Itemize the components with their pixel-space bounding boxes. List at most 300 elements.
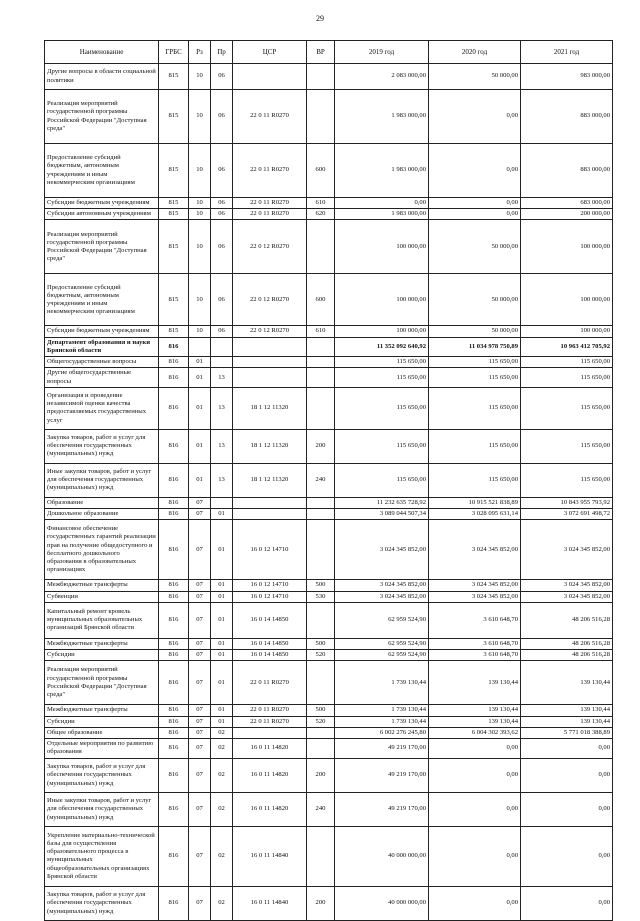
pr-cell: 06: [211, 209, 233, 220]
vr-cell: 620: [307, 209, 335, 220]
row-name-cell: Реализация мероприятий государственной программы Российской Федерации "Доступная среда": [45, 90, 159, 144]
csr-cell: 22 0 12 R0270: [233, 220, 307, 274]
pr-cell: [211, 497, 233, 508]
amount-2019-cell: 115 650,00: [335, 463, 429, 497]
csr-cell: 16 0 11 14840: [233, 826, 307, 886]
row-name-cell: Другие общегосударственные вопросы: [45, 368, 159, 387]
table-row: [45, 716, 613, 727]
pr-cell: 01: [211, 602, 233, 638]
amount-2021-cell: 48 206 516,28: [521, 602, 613, 638]
grbs-cell: 816: [159, 368, 189, 387]
table-row: [45, 368, 613, 387]
csr-cell: 22 0 11 R0270: [233, 209, 307, 220]
grbs-cell: 815: [159, 198, 189, 209]
csr-cell: 18 1 12 11320: [233, 463, 307, 497]
amount-2021-cell: 0,00: [521, 792, 613, 826]
amount-2020-cell: 115 650,00: [429, 429, 521, 463]
row-name-cell: Предоставление субсидий бюджетным, автономным учреждениям и иным некоммерческим организациям: [45, 144, 159, 198]
amount-2020-cell: 3 024 345 852,00: [429, 580, 521, 591]
csr-cell: 16 0 12 14710: [233, 591, 307, 602]
grbs-cell: 816: [159, 357, 189, 368]
csr-cell: [233, 368, 307, 387]
table-row: [45, 463, 613, 497]
table-row: [45, 220, 613, 274]
vr-cell: [307, 602, 335, 638]
vr-cell: [307, 64, 335, 90]
amount-2020-cell: 139 130,44: [429, 661, 521, 705]
grbs-cell: 815: [159, 64, 189, 90]
row-name-cell: Общегосударственные вопросы: [45, 357, 159, 368]
amount-2020-cell: 0,00: [429, 198, 521, 209]
table-row: [45, 509, 613, 520]
column-header: Пр: [211, 41, 233, 64]
row-name-cell: Закупка товаров, работ и услуг для обеспечения государственных (муниципальных) нужд: [45, 886, 159, 920]
grbs-cell: 815: [159, 274, 189, 326]
vr-cell: 500: [307, 705, 335, 716]
amount-2021-cell: 48 206 516,28: [521, 638, 613, 649]
row-name-cell: Отдельные мероприятия по развитию образования: [45, 738, 159, 758]
pr-cell: 06: [211, 274, 233, 326]
amount-2019-cell: 11 352 092 640,92: [335, 337, 429, 356]
table-row: [45, 209, 613, 220]
grbs-cell: 816: [159, 337, 189, 356]
grbs-cell: 816: [159, 792, 189, 826]
pr-cell: 01: [211, 705, 233, 716]
csr-cell: 22 0 11 R0270: [233, 705, 307, 716]
csr-cell: 16 0 11 14820: [233, 738, 307, 758]
rz-cell: 01: [189, 429, 211, 463]
amount-2021-cell: 0,00: [521, 758, 613, 792]
rz-cell: 07: [189, 661, 211, 705]
amount-2020-cell: 50 000,00: [429, 64, 521, 90]
csr-cell: 16 0 11 14840: [233, 886, 307, 920]
vr-cell: 500: [307, 638, 335, 649]
amount-2021-cell: 115 650,00: [521, 357, 613, 368]
grbs-cell: 816: [159, 758, 189, 792]
amount-2020-cell: 115 650,00: [429, 357, 521, 368]
amount-2019-cell: 40 000 000,00: [335, 826, 429, 886]
grbs-cell: 815: [159, 90, 189, 144]
pr-cell: 06: [211, 144, 233, 198]
csr-cell: 16 0 11 14820: [233, 758, 307, 792]
rz-cell: 07: [189, 520, 211, 580]
grbs-cell: 816: [159, 602, 189, 638]
row-name-cell: Иные закупки товаров, работ и услуг для обеспечения государственных (муниципальных) нужд: [45, 463, 159, 497]
row-name-cell: Реализация мероприятий государственной программы Российской Федерации "Доступная среда": [45, 220, 159, 274]
row-name-cell: Финансовое обеспечение государственных гарантий реализации прав на получение общедоступного и бесплатного дошкольного образования в образовательных организациях: [45, 520, 159, 580]
pr-cell: 02: [211, 826, 233, 886]
amount-2019-cell: 49 219 170,00: [335, 792, 429, 826]
page-number: 29: [316, 14, 324, 23]
pr-cell: 13: [211, 463, 233, 497]
amount-2021-cell: 100 000,00: [521, 274, 613, 326]
rz-cell: 07: [189, 509, 211, 520]
csr-cell: [233, 497, 307, 508]
vr-cell: [307, 368, 335, 387]
csr-cell: 22 0 12 R0270: [233, 274, 307, 326]
csr-cell: 16 0 11 14820: [233, 792, 307, 826]
column-header: ВР: [307, 41, 335, 64]
pr-cell: 13: [211, 429, 233, 463]
row-name-cell: Иные закупки товаров, работ и услуг для обеспечения государственных (муниципальных) нужд: [45, 792, 159, 826]
vr-cell: 520: [307, 650, 335, 661]
amount-2021-cell: 3 072 691 498,72: [521, 509, 613, 520]
grbs-cell: 816: [159, 727, 189, 738]
pr-cell: 06: [211, 220, 233, 274]
amount-2020-cell: 0,00: [429, 738, 521, 758]
amount-2019-cell: 100 000,00: [335, 274, 429, 326]
table-row: [45, 274, 613, 326]
amount-2019-cell: 3 089 044 507,34: [335, 509, 429, 520]
grbs-cell: 816: [159, 429, 189, 463]
table-row: [45, 580, 613, 591]
grbs-cell: 816: [159, 716, 189, 727]
vr-cell: [307, 727, 335, 738]
rz-cell: 07: [189, 826, 211, 886]
table-row: [45, 758, 613, 792]
grbs-cell: 816: [159, 638, 189, 649]
grbs-cell: 815: [159, 144, 189, 198]
table-row: [45, 591, 613, 602]
vr-cell: [307, 90, 335, 144]
amount-2021-cell: 10 843 955 793,92: [521, 497, 613, 508]
grbs-cell: 816: [159, 520, 189, 580]
table-row: [45, 64, 613, 90]
csr-cell: 16 0 14 14850: [233, 650, 307, 661]
column-header: 2019 год: [335, 41, 429, 64]
pr-cell: 02: [211, 738, 233, 758]
row-name-cell: Организация и проведение независимой оценки качества предоставляемых государственных услуг: [45, 387, 159, 429]
amount-2020-cell: 11 034 978 750,89: [429, 337, 521, 356]
column-header: ГРБС: [159, 41, 189, 64]
amount-2021-cell: 200 000,00: [521, 209, 613, 220]
amount-2020-cell: 3 610 648,70: [429, 638, 521, 649]
rz-cell: 10: [189, 64, 211, 90]
table-row: [45, 638, 613, 649]
amount-2019-cell: 62 959 524,90: [335, 638, 429, 649]
pr-cell: 01: [211, 650, 233, 661]
amount-2021-cell: 115 650,00: [521, 429, 613, 463]
row-name-cell: Субсидии автономным учреждениям: [45, 209, 159, 220]
amount-2020-cell: 139 130,44: [429, 705, 521, 716]
row-name-cell: Образование: [45, 497, 159, 508]
row-name-cell: Субсидии: [45, 716, 159, 727]
amount-2019-cell: 1 739 130,44: [335, 661, 429, 705]
vr-cell: 200: [307, 758, 335, 792]
pr-cell: 01: [211, 509, 233, 520]
pr-cell: 01: [211, 580, 233, 591]
csr-cell: 18 1 12 11320: [233, 387, 307, 429]
row-name-cell: Субсидии бюджетным учреждениям: [45, 326, 159, 337]
grbs-cell: 816: [159, 509, 189, 520]
rz-cell: 07: [189, 497, 211, 508]
csr-cell: 18 1 12 11320: [233, 429, 307, 463]
vr-cell: [307, 220, 335, 274]
amount-2019-cell: 1 739 130,44: [335, 705, 429, 716]
amount-2020-cell: 0,00: [429, 792, 521, 826]
amount-2019-cell: 11 232 635 728,92: [335, 497, 429, 508]
table-row: [45, 727, 613, 738]
table-row: [45, 144, 613, 198]
pr-cell: 02: [211, 792, 233, 826]
amount-2021-cell: 5 771 018 388,89: [521, 727, 613, 738]
row-name-cell: Реализация мероприятий государственной программы Российской Федерации "Доступная среда": [45, 661, 159, 705]
table-row: [45, 650, 613, 661]
row-name-cell: Закупка товаров, работ и услуг для обеспечения государственных (муниципальных) нужд: [45, 429, 159, 463]
grbs-cell: 816: [159, 387, 189, 429]
amount-2019-cell: 1 983 000,00: [335, 144, 429, 198]
table-row: [45, 738, 613, 758]
grbs-cell: 816: [159, 497, 189, 508]
amount-2019-cell: 3 024 345 852,00: [335, 520, 429, 580]
table-row: [45, 326, 613, 337]
rz-cell: 10: [189, 90, 211, 144]
amount-2021-cell: 139 130,44: [521, 661, 613, 705]
vr-cell: 530: [307, 591, 335, 602]
rz-cell: 10: [189, 326, 211, 337]
pr-cell: 06: [211, 326, 233, 337]
rz-cell: 07: [189, 792, 211, 826]
csr-cell: [233, 64, 307, 90]
rz-cell: 07: [189, 705, 211, 716]
pr-cell: 13: [211, 368, 233, 387]
rz-cell: 07: [189, 886, 211, 920]
rz-cell: 07: [189, 602, 211, 638]
amount-2020-cell: 10 915 521 838,89: [429, 497, 521, 508]
pr-cell: 06: [211, 90, 233, 144]
csr-cell: 16 0 12 14710: [233, 580, 307, 591]
pr-cell: 06: [211, 64, 233, 90]
vr-cell: 200: [307, 429, 335, 463]
row-name-cell: Межбюджетные трансферты: [45, 705, 159, 716]
vr-cell: 600: [307, 274, 335, 326]
amount-2021-cell: 683 000,00: [521, 198, 613, 209]
table-header-row: [45, 41, 613, 64]
rz-cell: 07: [189, 716, 211, 727]
amount-2021-cell: 0,00: [521, 738, 613, 758]
rz-cell: 07: [189, 580, 211, 591]
vr-cell: 610: [307, 326, 335, 337]
grbs-cell: 816: [159, 738, 189, 758]
amount-2020-cell: 0,00: [429, 758, 521, 792]
row-name-cell: Межбюджетные трансферты: [45, 580, 159, 591]
rz-cell: 01: [189, 368, 211, 387]
rz-cell: 07: [189, 638, 211, 649]
amount-2021-cell: 115 650,00: [521, 463, 613, 497]
column-header: ЦСР: [233, 41, 307, 64]
amount-2021-cell: 983 000,00: [521, 64, 613, 90]
amount-2021-cell: 0,00: [521, 826, 613, 886]
grbs-cell: 816: [159, 661, 189, 705]
amount-2019-cell: 115 650,00: [335, 368, 429, 387]
amount-2019-cell: 100 000,00: [335, 220, 429, 274]
amount-2019-cell: 2 083 000,00: [335, 64, 429, 90]
amount-2021-cell: 10 963 412 705,92: [521, 337, 613, 356]
table-row: [45, 520, 613, 580]
amount-2019-cell: 115 650,00: [335, 357, 429, 368]
csr-cell: [233, 337, 307, 356]
csr-cell: 16 0 12 14710: [233, 520, 307, 580]
row-name-cell: Субсидии бюджетным учреждениям: [45, 198, 159, 209]
table-row: [45, 705, 613, 716]
pr-cell: 13: [211, 387, 233, 429]
amount-2019-cell: 1 983 000,00: [335, 209, 429, 220]
table-row: [45, 90, 613, 144]
grbs-cell: 816: [159, 650, 189, 661]
amount-2020-cell: 115 650,00: [429, 387, 521, 429]
grbs-cell: 815: [159, 326, 189, 337]
csr-cell: [233, 357, 307, 368]
amount-2019-cell: 3 024 345 852,00: [335, 580, 429, 591]
amount-2020-cell: 6 004 302 393,62: [429, 727, 521, 738]
amount-2021-cell: 0,00: [521, 886, 613, 920]
rz-cell: 07: [189, 591, 211, 602]
table-row: [45, 792, 613, 826]
amount-2019-cell: 49 219 170,00: [335, 758, 429, 792]
amount-2019-cell: 1 739 130,44: [335, 716, 429, 727]
amount-2020-cell: 50 000,00: [429, 326, 521, 337]
vr-cell: [307, 387, 335, 429]
csr-cell: [233, 509, 307, 520]
vr-cell: 520: [307, 716, 335, 727]
amount-2020-cell: 3 024 345 852,00: [429, 591, 521, 602]
amount-2021-cell: 139 130,44: [521, 705, 613, 716]
amount-2021-cell: 100 000,00: [521, 326, 613, 337]
amount-2019-cell: 49 219 170,00: [335, 738, 429, 758]
grbs-cell: 816: [159, 886, 189, 920]
row-name-cell: Укрепление материально-технической базы для осуществления образовательного процесса в муниципальных общеобразовательных организациях Брянской области: [45, 826, 159, 886]
amount-2019-cell: 0,00: [335, 198, 429, 209]
rz-cell: 10: [189, 144, 211, 198]
rz-cell: 10: [189, 220, 211, 274]
amount-2021-cell: 139 130,44: [521, 716, 613, 727]
amount-2021-cell: 3 024 345 852,00: [521, 520, 613, 580]
pr-cell: 02: [211, 886, 233, 920]
table-body: [45, 64, 613, 921]
amount-2021-cell: 115 650,00: [521, 387, 613, 429]
grbs-cell: 816: [159, 705, 189, 716]
rz-cell: 07: [189, 758, 211, 792]
budget-table: [44, 40, 613, 921]
csr-cell: [233, 727, 307, 738]
amount-2019-cell: 3 024 345 852,00: [335, 591, 429, 602]
amount-2019-cell: 115 650,00: [335, 429, 429, 463]
amount-2019-cell: 115 650,00: [335, 387, 429, 429]
row-name-cell: Межбюджетные трансферты: [45, 638, 159, 649]
pr-cell: 01: [211, 591, 233, 602]
amount-2019-cell: 62 959 524,90: [335, 650, 429, 661]
column-header: Рз: [189, 41, 211, 64]
row-name-cell: Департамент образования и науки Брянской области: [45, 337, 159, 356]
table-row: [45, 357, 613, 368]
vr-cell: 240: [307, 792, 335, 826]
row-name-cell: Дошкольное образование: [45, 509, 159, 520]
table-row: [45, 429, 613, 463]
column-header: 2020 год: [429, 41, 521, 64]
grbs-cell: 816: [159, 463, 189, 497]
amount-2021-cell: 883 000,00: [521, 144, 613, 198]
amount-2020-cell: 139 130,44: [429, 716, 521, 727]
csr-cell: 22 0 11 R0270: [233, 716, 307, 727]
row-name-cell: Капитальный ремонт кровель муниципальных образовательных организаций Брянской области: [45, 602, 159, 638]
amount-2020-cell: 0,00: [429, 209, 521, 220]
rz-cell: 01: [189, 357, 211, 368]
column-header: 2021 год: [521, 41, 613, 64]
vr-cell: [307, 661, 335, 705]
table-row: [45, 387, 613, 429]
table-row: [45, 602, 613, 638]
vr-cell: 240: [307, 463, 335, 497]
amount-2019-cell: 62 959 524,90: [335, 602, 429, 638]
grbs-cell: 815: [159, 209, 189, 220]
pr-cell: [211, 337, 233, 356]
pr-cell: [211, 357, 233, 368]
pr-cell: 02: [211, 758, 233, 792]
rz-cell: 10: [189, 274, 211, 326]
amount-2020-cell: 115 650,00: [429, 368, 521, 387]
amount-2019-cell: 1 983 000,00: [335, 90, 429, 144]
amount-2021-cell: 3 024 345 852,00: [521, 591, 613, 602]
pr-cell: 01: [211, 716, 233, 727]
table-row: [45, 826, 613, 886]
amount-2020-cell: 3 028 095 631,14: [429, 509, 521, 520]
vr-cell: 500: [307, 580, 335, 591]
vr-cell: [307, 357, 335, 368]
pr-cell: 01: [211, 520, 233, 580]
amount-2021-cell: 115 650,00: [521, 368, 613, 387]
table-row: [45, 337, 613, 356]
column-header: Наименование: [45, 41, 159, 64]
vr-cell: 600: [307, 144, 335, 198]
csr-cell: 22 0 11 R0270: [233, 90, 307, 144]
vr-cell: [307, 497, 335, 508]
amount-2021-cell: 883 000,00: [521, 90, 613, 144]
csr-cell: 22 0 11 R0270: [233, 661, 307, 705]
amount-2020-cell: 0,00: [429, 144, 521, 198]
csr-cell: 16 0 14 14850: [233, 638, 307, 649]
csr-cell: 22 0 11 R0270: [233, 144, 307, 198]
table-row: [45, 497, 613, 508]
vr-cell: [307, 509, 335, 520]
amount-2019-cell: 40 000 000,00: [335, 886, 429, 920]
row-name-cell: Субвенции: [45, 591, 159, 602]
amount-2019-cell: 6 002 276 245,80: [335, 727, 429, 738]
rz-cell: 01: [189, 387, 211, 429]
vr-cell: [307, 337, 335, 356]
amount-2020-cell: 3 610 648,70: [429, 602, 521, 638]
rz-cell: 10: [189, 209, 211, 220]
row-name-cell: Закупка товаров, работ и услуг для обеспечения государственных (муниципальных) нужд: [45, 758, 159, 792]
pr-cell: 01: [211, 661, 233, 705]
vr-cell: [307, 738, 335, 758]
vr-cell: [307, 826, 335, 886]
amount-2020-cell: 3 024 345 852,00: [429, 520, 521, 580]
row-name-cell: Субсидии: [45, 650, 159, 661]
pr-cell: 06: [211, 198, 233, 209]
row-name-cell: Предоставление субсидий бюджетным, автономным учреждениям и иным некоммерческим организациям: [45, 274, 159, 326]
amount-2021-cell: 100 000,00: [521, 220, 613, 274]
vr-cell: 610: [307, 198, 335, 209]
csr-cell: 22 0 12 R0270: [233, 326, 307, 337]
rz-cell: 10: [189, 198, 211, 209]
amount-2020-cell: 0,00: [429, 90, 521, 144]
amount-2020-cell: 50 000,00: [429, 220, 521, 274]
amount-2019-cell: 100 000,00: [335, 326, 429, 337]
rz-cell: [189, 337, 211, 356]
amount-2020-cell: 0,00: [429, 826, 521, 886]
csr-cell: 22 0 11 R0270: [233, 198, 307, 209]
grbs-cell: 816: [159, 826, 189, 886]
